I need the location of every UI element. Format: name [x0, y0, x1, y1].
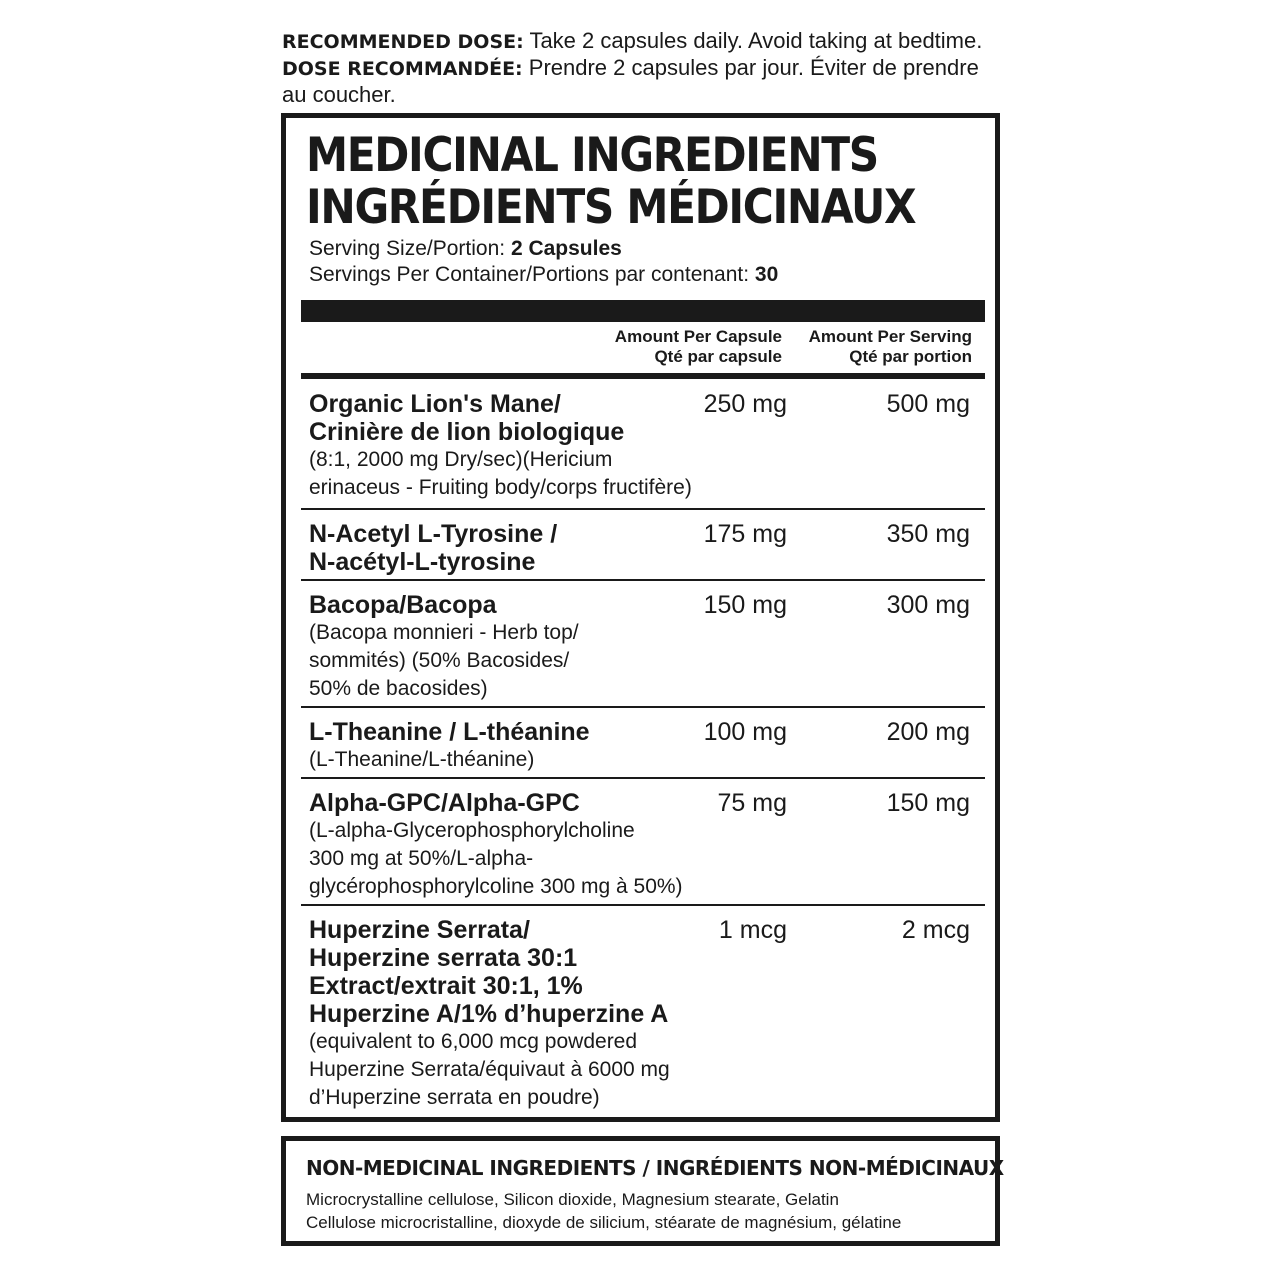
amount-per-serving: 150 mg — [886, 789, 970, 817]
recommended-dose — [282, 28, 1002, 108]
panel-title-english: MEDICINAL INGREDIENTS — [306, 128, 878, 183]
amount-per-capsule: 100 mg — [703, 718, 787, 746]
ingredient-name — [309, 916, 670, 1112]
amount-per-serving: 2 mcg — [901, 916, 970, 944]
amount-per-serving: 300 mg — [886, 591, 970, 619]
servings-label: Servings Per Container/Portions par contenant: — [309, 263, 755, 286]
amount-per-capsule: 175 mg — [703, 520, 787, 548]
col1-english: Amount Per Capsule — [614, 327, 782, 346]
dose-french-label: DOSE RECOMMANDÉE: — [282, 58, 523, 80]
ingredient-row-bacopa — [301, 581, 985, 708]
ingredient-name — [309, 789, 683, 901]
serving-size — [309, 236, 778, 262]
serving-size-label: Serving Size/Portion: — [309, 237, 511, 260]
dose-english — [282, 28, 1002, 55]
ingredient-name-text: Organic Lion's Mane/ Crinière de lion biologique — [309, 390, 625, 446]
non-medicinal-ingredients-panel — [281, 1136, 1004, 1246]
servings-per-container — [309, 262, 778, 288]
amount-per-capsule: 75 mg — [717, 789, 787, 817]
column-header-per-serving — [809, 327, 972, 367]
ingredient-row-alpha-gpc — [301, 779, 985, 906]
dose-french-text: Prendre 2 capsules par jour. Éviter de prendre au coucher. — [282, 55, 979, 107]
ingredient-name-text: Alpha-GPC/Alpha-GPC — [309, 789, 580, 817]
servings-value: 30 — [754, 263, 779, 286]
ingredient-name — [309, 520, 557, 576]
ingredient-description: (L-alpha-Glycerophosphorylcholine 300 mg at 50%/L-alpha- glycérophosphorylcoline 300 mg à 50%) — [309, 819, 683, 898]
non-medicinal-french: Cellulose microcristalline, dioxyde de silicium, stéarate de magnésium, gélatine — [306, 1213, 902, 1232]
non-medicinal-english: Microcrystalline cellulose, Silicon dioxide, Magnesium stearate, Gelatin — [306, 1190, 839, 1209]
ingredient-name-text: Bacopa/Bacopa — [309, 591, 497, 619]
ingredient-description: (L-Theanine/L-théanine) — [309, 748, 535, 771]
dose-english-text: Take 2 capsules daily. Avoid taking at bedtime. — [523, 28, 983, 53]
ingredient-row-n-acetyl-l-tyrosine — [301, 510, 985, 581]
ingredient-description: (equivalent to 6,000 mcg powdered Huperzine Serrata/équivaut à 6000 mg d’Huperzine serrata en poudre) — [309, 1030, 670, 1109]
non-medicinal-title: NON-MEDICINAL INGREDIENTS / INGRÉDIENTS NON-MÉDICINAUX — [306, 1156, 1004, 1180]
amount-per-capsule: 150 mg — [703, 591, 787, 619]
col1-french: Qté par capsule — [654, 347, 782, 366]
column-header-per-capsule — [615, 327, 782, 367]
amount-per-serving: 350 mg — [886, 520, 970, 548]
serving-size-value: 2 Capsules — [510, 237, 622, 260]
amount-per-serving: 500 mg — [886, 390, 970, 418]
ingredient-name — [309, 718, 590, 774]
ingredient-row-huperzine-serrata — [301, 906, 985, 1117]
serving-info — [309, 236, 778, 288]
panel-title — [306, 130, 915, 234]
medicinal-ingredients-panel — [281, 113, 1000, 1122]
ingredient-name-text: N-Acetyl L-Tyrosine / N-acétyl-L-tyrosine — [309, 520, 558, 576]
thick-divider — [301, 300, 985, 322]
dose-english-label: RECOMMENDED DOSE: — [282, 31, 524, 53]
panel-title-french: INGRÉDIENTS MÉDICINAUX — [306, 180, 916, 235]
dose-french — [282, 55, 1002, 108]
ingredient-name-text: L-Theanine / L-théanine — [309, 718, 590, 746]
col2-english: Amount Per Serving — [808, 327, 972, 346]
amount-per-capsule: 250 mg — [703, 390, 787, 418]
header-divider — [301, 373, 985, 379]
ingredient-name — [309, 390, 692, 502]
ingredient-row-lions-mane — [301, 380, 985, 510]
ingredient-name-text: Huperzine Serrata/ Huperzine serrata 30:1 Extract/extrait 30:1, 1% Huperzine A/1% d’huperzine A — [309, 916, 669, 1028]
ingredient-row-l-theanine — [301, 708, 985, 779]
ingredient-name — [309, 591, 579, 703]
ingredient-description: (Bacopa monnieri - Herb top/ sommités) (50% Bacosides/ 50% de bacosides) — [309, 621, 579, 700]
amount-per-serving: 200 mg — [886, 718, 970, 746]
amount-per-capsule: 1 mcg — [718, 916, 787, 944]
col2-french: Qté par portion — [849, 347, 972, 366]
ingredient-description: (8:1, 2000 mg Dry/sec)(Hericium erinaceus - Fruiting body/corps fructifère) — [309, 448, 692, 499]
